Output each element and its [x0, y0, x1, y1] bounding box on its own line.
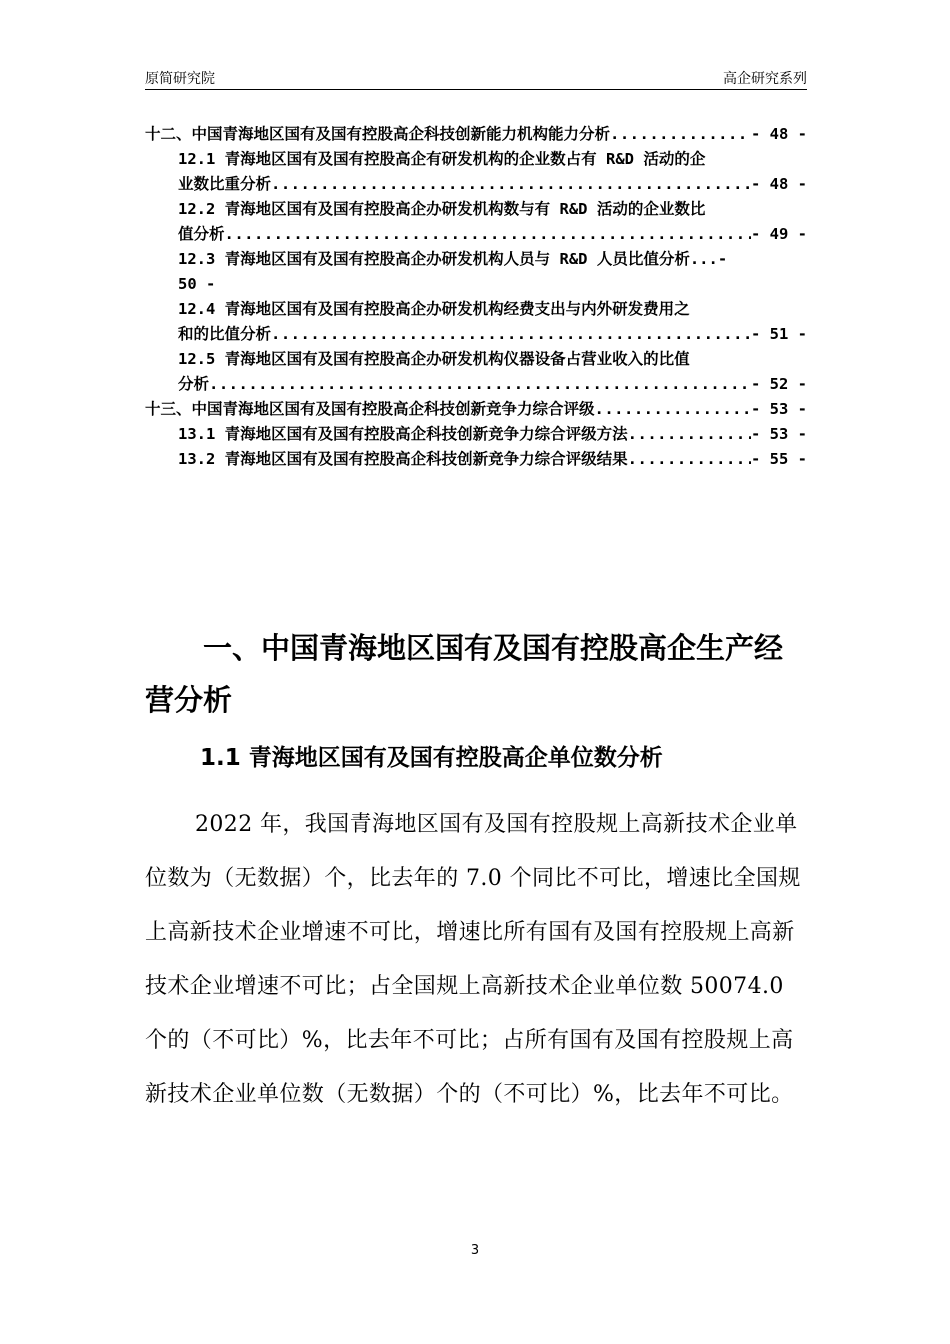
toc-leader-dots	[628, 447, 751, 472]
toc-entry-title: 十三、中国青海地区国有及国有控股高企科技创新竞争力综合评级	[145, 400, 595, 418]
toc-entry-title: 13.2 青海地区国有及国有控股高企科技创新竞争力综合评级结果	[178, 450, 628, 468]
toc-entry-title-cont: 业数比重分析	[178, 175, 272, 193]
toc-entry-12-1-cont[interactable]	[145, 172, 807, 197]
toc-entry-13-1[interactable]	[145, 422, 807, 447]
toc-entry-12-3-cont[interactable]	[145, 272, 807, 297]
toc-entry-title-cont: 分析	[178, 375, 210, 393]
toc-leader-dots	[628, 422, 751, 447]
toc-entry-title: 12.1 青海地区国有及国有控股高企有研发机构的企业数占有 R&D 活动的企	[178, 150, 706, 168]
body-paragraph: 2022 年，我国青海地区国有及国有控股规上高新技术企业单位数为（无数据）个，比去年的 7.0 个同比不可比，增速比全国规上高新技术企业增速不可比，增速比所有国有及国有控股规上高新技术企业增速不可比；占全国规上高新技术企业单位数 50074.0 个的（不可比）%，比去年不可比；占所有国有及国有控股规上高新技术企业单位数（无数据）个的（不可比）%，比去年不可比。	[145, 812, 801, 1107]
toc-entry-12-4-cont[interactable]	[145, 322, 807, 347]
toc-entry-page: - 48 -	[751, 175, 807, 193]
subsection-heading: 1.1 青海地区国有及国有控股高企单位数分析	[200, 745, 663, 771]
toc-entry-title-cont: 和的比值分析	[178, 325, 272, 343]
header-org-name: 原简研究院	[145, 71, 215, 87]
toc-entry-12-5[interactable]	[145, 347, 807, 372]
toc-entry-12-4[interactable]	[145, 297, 807, 322]
toc-entry-title: 12.3 青海地区国有及国有控股高企办研发机构人员与 R&D 人员比值分析...-	[178, 250, 728, 268]
toc-entry-12-2[interactable]	[145, 197, 807, 222]
toc-entry-page: 50 -	[178, 275, 216, 293]
toc-leader-dots	[271, 322, 751, 347]
toc-leader-dots	[595, 397, 751, 422]
toc-entry-12[interactable]	[145, 122, 807, 147]
table-of-contents	[145, 122, 807, 472]
toc-entry-page: - 51 -	[751, 325, 807, 343]
toc-entry-page: - 53 -	[751, 425, 807, 443]
section-heading: 一、中国青海地区国有及国有控股高企生产经营分析	[145, 631, 784, 717]
toc-entry-13[interactable]	[145, 397, 807, 422]
toc-entry-12-5-cont[interactable]	[145, 372, 807, 397]
toc-leader-dots	[209, 372, 751, 397]
toc-entry-13-2[interactable]	[145, 447, 807, 472]
toc-entry-page: - 49 -	[751, 225, 807, 243]
toc-entry-12-1[interactable]	[145, 147, 807, 172]
toc-entry-title: 12.5 青海地区国有及国有控股高企办研发机构仪器设备占营业收入的比值	[178, 350, 690, 368]
toc-entry-12-2-cont[interactable]	[145, 222, 807, 247]
header-series-name: 高企研究系列	[723, 71, 807, 87]
toc-entry-title: 12.4 青海地区国有及国有控股高企办研发机构经费支出与内外研发费用之	[178, 300, 690, 318]
toc-leader-dots	[225, 222, 751, 247]
header-divider	[145, 89, 807, 90]
toc-entry-12-3[interactable]	[145, 247, 807, 272]
toc-leader-dots	[610, 122, 751, 147]
toc-entry-page: - 55 -	[751, 450, 807, 468]
toc-entry-page: - 52 -	[751, 375, 807, 393]
toc-entry-page: - 48 -	[751, 125, 807, 143]
toc-entry-title: 十二、中国青海地区国有及国有控股高企科技创新能力机构能力分析	[145, 125, 611, 143]
toc-leader-dots	[271, 172, 751, 197]
toc-entry-title: 12.2 青海地区国有及国有控股高企办研发机构数与有 R&D 活动的企业数比	[178, 200, 706, 218]
toc-entry-page: - 53 -	[751, 400, 807, 418]
page-header	[145, 60, 807, 90]
page-number: 3	[470, 1243, 480, 1258]
toc-entry-title-cont: 值分析	[178, 225, 225, 243]
toc-entry-title: 13.1 青海地区国有及国有控股高企科技创新竞争力综合评级方法	[178, 425, 628, 443]
